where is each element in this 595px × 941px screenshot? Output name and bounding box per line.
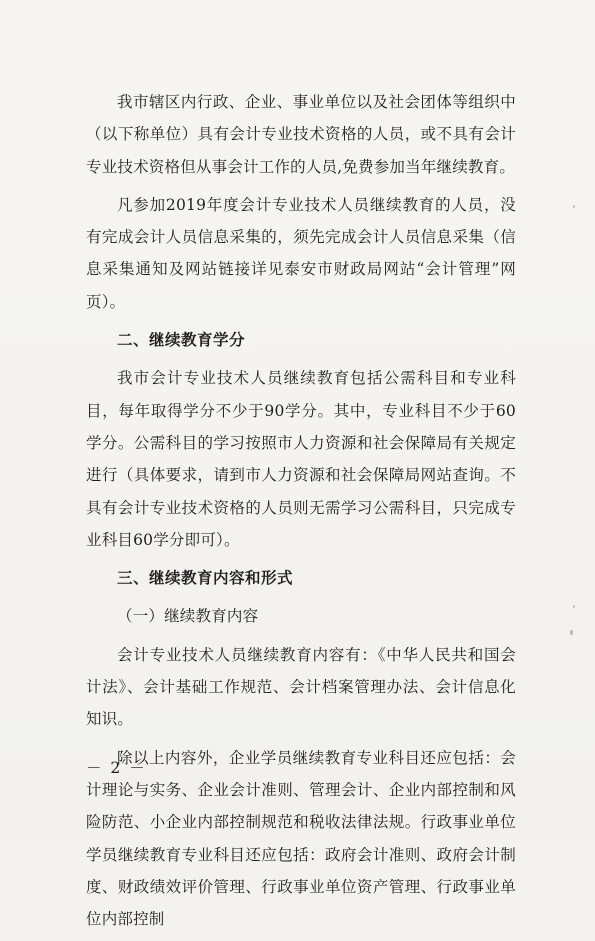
subsection-heading-content: （一）继续教育内容: [117, 607, 259, 626]
paragraph-info-collection: 凡参加2019年度会计专业技术人员继续教育的人员，没有完成会计人员信息采集的，须先完成会计人员信息采集（信息采集通知及网站链接详见泰安市财政局网站“会计管理”网页）。: [86, 195, 516, 311]
scan-speck: [573, 605, 575, 608]
section-heading-content-form: 三、继续教育内容和形式: [117, 569, 294, 588]
scan-speck: [573, 205, 575, 208]
scan-speck: [570, 630, 573, 635]
paragraph-content-list: 会计专业技术人员继续教育内容有：《中华人民共和国会计法》、会计基础工作规范、会计档案管理办法、会计信息化知识。: [86, 645, 516, 729]
paragraph-specialized-subjects: 除以上内容外，企业学员继续教育专业科目还应包括：会计理论与实务、企业会计准则、管理会计、企业内部控制和风险防范、小企业内部控制规范和税收法律法规。行政事业单位学员继续教育专业科目还应包括：政府会计准则、政府会计制度、财政绩效评价管理、行政事业单位资产管理、行政事业单位内部控制: [86, 748, 516, 929]
paragraph-credits: 我市会计专业技术人员继续教育包括公需科目和专业科目，每年取得学分不少于90学分。其中，专业科目不少于60学分。公需科目的学习按照市人力资源和社会保障局有关规定进行（具体要求，请到市人力资源和社会保障局网站查询。不具有会计专业技术资格的人员则无需学习公需科目，只完成专业科目60学分即可）。: [86, 369, 516, 549]
document-body: [86, 86, 516, 941]
page-number: － 2 －: [86, 759, 147, 777]
section-heading-credits: 二、继续教育学分: [117, 331, 246, 350]
paragraph-scope: 我市辖区内行政、企业、事业单位以及社会团体等组织中（以下称单位）具有会计专业技术资格的人员，或不具有会计专业技术资格但从事会计工作的人员,免费参加当年继续教育。: [86, 93, 516, 176]
